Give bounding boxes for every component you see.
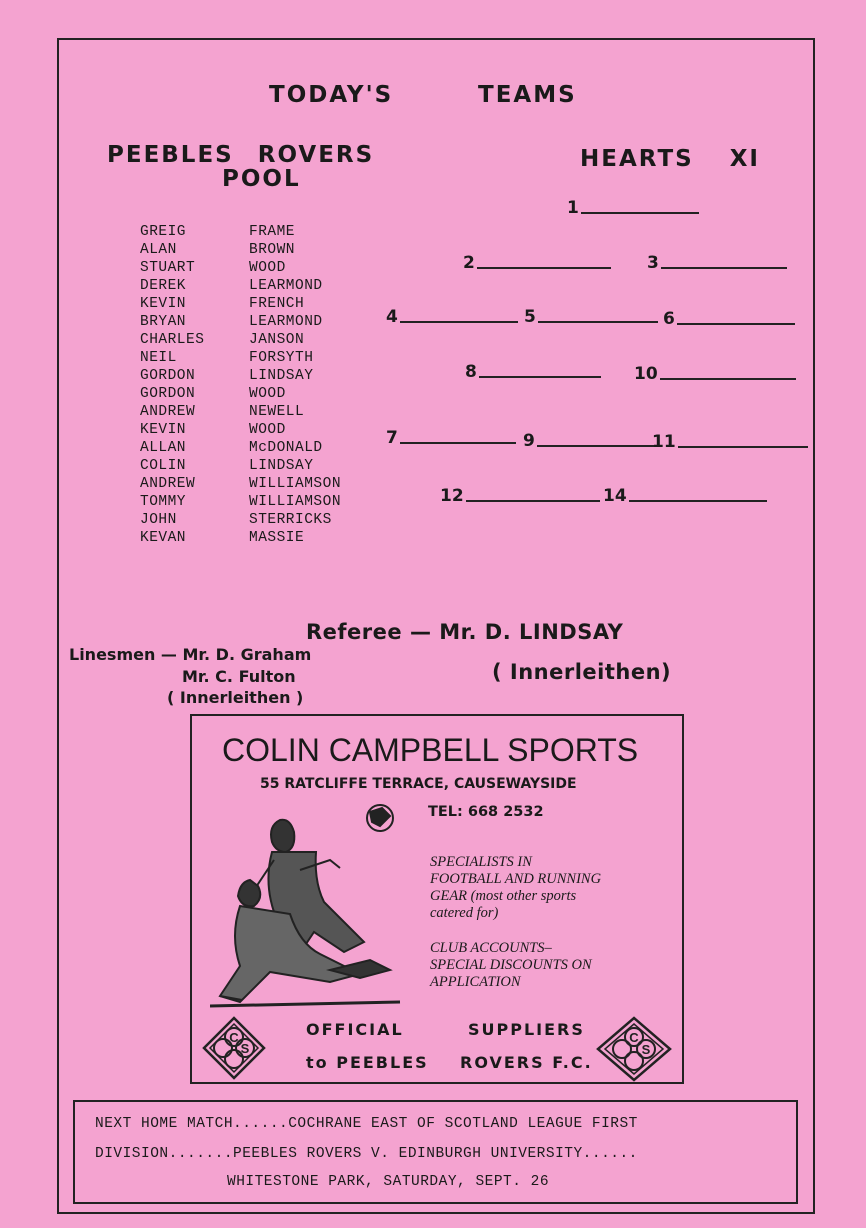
- slot-number: 6: [663, 309, 675, 329]
- accounts-line: SPECIAL DISCOUNTS ON: [430, 957, 592, 973]
- player-last-name: LEARMOND: [249, 314, 323, 330]
- player-first-name: GORDON: [140, 386, 196, 402]
- slot-number: 4: [386, 307, 398, 327]
- advert-specialists-text: [430, 854, 601, 922]
- slot-blank-line: [677, 323, 795, 325]
- player-first-name: DEREK: [140, 278, 187, 294]
- player-first-name: ALAN: [140, 242, 177, 258]
- advert-suppliers: SUPPLIERS: [468, 1020, 585, 1039]
- player-last-name: STERRICKS: [249, 512, 332, 528]
- player-first-name: TOMMY: [140, 494, 187, 510]
- referee-origin: ( Innerleithen): [492, 660, 672, 684]
- player-last-name: WILLIAMSON: [249, 476, 342, 492]
- slot-number: 14: [603, 486, 627, 506]
- next-match-box: [73, 1100, 798, 1204]
- player-last-name: FORSYTH: [249, 350, 314, 366]
- player-first-name: GREIG: [140, 224, 187, 240]
- linesman-1: Linesmen — Mr. D. Graham: [69, 645, 312, 664]
- slot-number: 3: [647, 253, 659, 273]
- specialists-line: GEAR (most other sports: [430, 888, 577, 904]
- player-first-name: STUART: [140, 260, 196, 276]
- slot-number: 9: [523, 431, 535, 451]
- slot-number: 1: [567, 198, 579, 218]
- slot-blank-line: [581, 212, 699, 214]
- player-last-name: FRAME: [249, 224, 296, 240]
- player-last-name: WILLIAMSON: [249, 494, 342, 510]
- slot-number: 8: [465, 362, 477, 382]
- advert-to-peebles: to PEEBLES: [306, 1053, 429, 1072]
- slot-blank-line: [479, 376, 601, 378]
- slot-blank-line: [400, 321, 518, 323]
- linesman-2: Mr. C. Fulton: [182, 667, 296, 686]
- cs-logo-right: [596, 1016, 672, 1082]
- away-player-slot: [524, 307, 658, 327]
- slot-number: 12: [440, 486, 464, 506]
- advert-accounts-text: [430, 940, 592, 991]
- slot-blank-line: [660, 378, 796, 380]
- away-player-slot: [386, 428, 516, 448]
- player-last-name: WOOD: [249, 260, 286, 276]
- away-player-slot: [647, 253, 787, 273]
- player-first-name: JOHN: [140, 512, 177, 528]
- player-first-name: ANDREW: [140, 404, 196, 420]
- player-first-name: ANDREW: [140, 476, 196, 492]
- player-first-name: KEVIN: [140, 422, 187, 438]
- logo-letter-s: S: [641, 1042, 651, 1057]
- referee: Referee — Mr. D. LINDSAY: [306, 620, 624, 644]
- player-first-name: KEVAN: [140, 530, 187, 546]
- next-match-line-3: WHITESTONE PARK, SATURDAY, SEPT. 26: [227, 1174, 550, 1190]
- slot-blank-line: [538, 321, 658, 323]
- player-first-name: CHARLES: [140, 332, 205, 348]
- player-first-name: KEVIN: [140, 296, 187, 312]
- logo-letter-c: C: [629, 1030, 639, 1045]
- player-first-name: ALLAN: [140, 440, 187, 456]
- player-last-name: LEARMOND: [249, 278, 323, 294]
- away-player-slot: [663, 309, 795, 329]
- next-match-line-2: DIVISION.......PEEBLES ROVERS V. EDINBURGH UNIVERSITY......: [95, 1146, 638, 1162]
- linesmen-origin: ( Innerleithen ): [167, 688, 304, 707]
- player-first-name: NEIL: [140, 350, 177, 366]
- header-teams: TEAMS: [478, 82, 577, 108]
- slot-blank-line: [661, 267, 787, 269]
- player-first-name: GORDON: [140, 368, 196, 384]
- player-last-name: JANSON: [249, 332, 305, 348]
- player-last-name: WOOD: [249, 386, 286, 402]
- slot-number: 11: [652, 432, 676, 452]
- away-player-slot: [523, 431, 655, 451]
- away-player-slot: [567, 198, 699, 218]
- advert-rovers-fc: ROVERS F.C.: [460, 1053, 593, 1072]
- logo-letter-c: C: [229, 1030, 239, 1045]
- logo-letter-s: S: [240, 1041, 250, 1056]
- accounts-line: CLUB ACCOUNTS–: [430, 940, 552, 956]
- slot-number: 7: [386, 428, 398, 448]
- player-last-name: LINDSAY: [249, 368, 314, 384]
- cs-logo-left: [202, 1016, 266, 1080]
- slot-blank-line: [466, 500, 600, 502]
- away-player-slot: [463, 253, 611, 273]
- advert-box: [190, 714, 684, 1084]
- specialists-line: catered for): [430, 905, 499, 921]
- away-player-slot: [386, 307, 518, 327]
- home-team-subname: POOL: [222, 166, 301, 192]
- slot-blank-line: [400, 442, 516, 444]
- player-last-name: NEWELL: [249, 404, 305, 420]
- player-last-name: FRENCH: [249, 296, 305, 312]
- advert-telephone: TEL: 668 2532: [428, 804, 544, 820]
- advert-address: 55 RATCLIFFE TERRACE, CAUSEWAYSIDE: [260, 776, 577, 792]
- slot-blank-line: [477, 267, 611, 269]
- header-todays: TODAY'S: [269, 82, 394, 108]
- slot-blank-line: [537, 445, 655, 447]
- away-player-slot: [634, 364, 796, 384]
- footballers-illustration: [210, 800, 410, 1010]
- player-last-name: WOOD: [249, 422, 286, 438]
- slot-number: 5: [524, 307, 536, 327]
- slot-number: 2: [463, 253, 475, 273]
- away-player-slot: [465, 362, 601, 382]
- player-first-name: COLIN: [140, 458, 187, 474]
- player-last-name: MASSIE: [249, 530, 305, 546]
- player-first-name: BRYAN: [140, 314, 187, 330]
- accounts-line: APPLICATION: [430, 974, 521, 990]
- specialists-line: FOOTBALL AND RUNNING: [430, 871, 602, 887]
- slot-blank-line: [629, 500, 767, 502]
- away-player-slot: [603, 486, 767, 506]
- away-player-slot: [440, 486, 600, 506]
- player-last-name: McDONALD: [249, 440, 323, 456]
- home-team-name: PEEBLES ROVERS: [107, 142, 375, 168]
- specialists-line: SPECIALISTS IN: [430, 854, 532, 870]
- advert-company: COLIN CAMPBELL SPORTS: [222, 732, 639, 768]
- player-last-name: LINDSAY: [249, 458, 314, 474]
- away-player-slot: [652, 432, 808, 452]
- next-match-line-1: NEXT HOME MATCH......COCHRANE EAST OF SCOTLAND LEAGUE FIRST: [95, 1116, 638, 1132]
- player-last-name: BROWN: [249, 242, 296, 258]
- slot-blank-line: [678, 446, 808, 448]
- away-team-name: HEARTS XI: [580, 146, 760, 172]
- advert-official: OFFICIAL: [306, 1020, 404, 1039]
- slot-number: 10: [634, 364, 658, 384]
